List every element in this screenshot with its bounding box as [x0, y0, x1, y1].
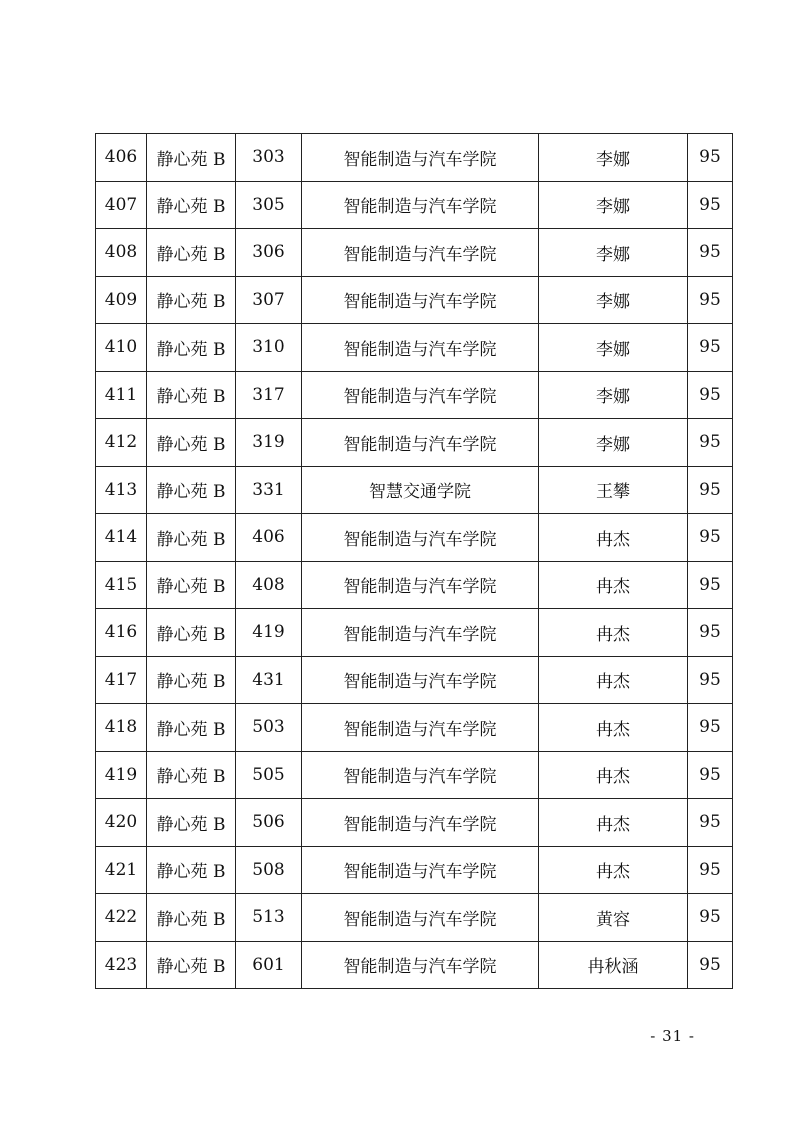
cell-building: 静心苑 B — [147, 371, 236, 419]
cell-score: 95 — [688, 846, 733, 894]
cell-counselor-name: 李娜 — [539, 229, 688, 277]
cell-score: 95 — [688, 276, 733, 324]
cell-building: 静心苑 B — [147, 941, 236, 989]
cell-college: 智能制造与汽车学院 — [302, 609, 539, 657]
cell-serial-number: 423 — [96, 941, 147, 989]
cell-college: 智能制造与汽车学院 — [302, 799, 539, 847]
table-row — [96, 134, 733, 182]
cell-room-number: 601 — [236, 941, 302, 989]
table-row — [96, 181, 733, 229]
cell-counselor-name: 冉秋涵 — [539, 941, 688, 989]
cell-building: 静心苑 B — [147, 751, 236, 799]
cell-room-number: 431 — [236, 656, 302, 704]
table-row — [96, 609, 733, 657]
cell-room-number: 408 — [236, 561, 302, 609]
cell-serial-number: 422 — [96, 894, 147, 942]
cell-counselor-name: 黄容 — [539, 894, 688, 942]
cell-college: 智能制造与汽车学院 — [302, 941, 539, 989]
cell-serial-number: 411 — [96, 371, 147, 419]
cell-score: 95 — [688, 751, 733, 799]
cell-counselor-name: 王攀 — [539, 466, 688, 514]
cell-college: 智能制造与汽车学院 — [302, 894, 539, 942]
cell-score: 95 — [688, 419, 733, 467]
table-row — [96, 371, 733, 419]
dormitory-score-table — [95, 133, 733, 989]
cell-room-number: 306 — [236, 229, 302, 277]
cell-score: 95 — [688, 514, 733, 562]
cell-score: 95 — [688, 134, 733, 182]
cell-building: 静心苑 B — [147, 846, 236, 894]
cell-college: 智能制造与汽车学院 — [302, 276, 539, 324]
cell-college: 智能制造与汽车学院 — [302, 656, 539, 704]
cell-room-number: 303 — [236, 134, 302, 182]
cell-counselor-name: 冉杰 — [539, 799, 688, 847]
table-row — [96, 751, 733, 799]
table-row — [96, 846, 733, 894]
page-number: - 31 - — [650, 1027, 695, 1045]
cell-room-number: 310 — [236, 324, 302, 372]
cell-building: 静心苑 B — [147, 609, 236, 657]
cell-serial-number: 412 — [96, 419, 147, 467]
table-body — [96, 134, 733, 989]
cell-room-number: 419 — [236, 609, 302, 657]
cell-room-number: 319 — [236, 419, 302, 467]
cell-counselor-name: 李娜 — [539, 181, 688, 229]
cell-room-number: 406 — [236, 514, 302, 562]
cell-score: 95 — [688, 371, 733, 419]
table-row — [96, 276, 733, 324]
cell-room-number: 331 — [236, 466, 302, 514]
cell-serial-number: 413 — [96, 466, 147, 514]
cell-building: 静心苑 B — [147, 561, 236, 609]
cell-college: 智慧交通学院 — [302, 466, 539, 514]
table-row — [96, 704, 733, 752]
cell-building: 静心苑 B — [147, 181, 236, 229]
cell-counselor-name: 冉杰 — [539, 704, 688, 752]
cell-room-number: 317 — [236, 371, 302, 419]
cell-serial-number: 421 — [96, 846, 147, 894]
cell-counselor-name: 李娜 — [539, 276, 688, 324]
cell-score: 95 — [688, 561, 733, 609]
cell-building: 静心苑 B — [147, 656, 236, 704]
cell-college: 智能制造与汽车学院 — [302, 134, 539, 182]
cell-counselor-name: 李娜 — [539, 324, 688, 372]
cell-counselor-name: 冉杰 — [539, 609, 688, 657]
cell-score: 95 — [688, 799, 733, 847]
cell-room-number: 508 — [236, 846, 302, 894]
cell-serial-number: 408 — [96, 229, 147, 277]
cell-counselor-name: 冉杰 — [539, 514, 688, 562]
table-row — [96, 941, 733, 989]
cell-college: 智能制造与汽车学院 — [302, 704, 539, 752]
cell-score: 95 — [688, 181, 733, 229]
table-row — [96, 229, 733, 277]
cell-score: 95 — [688, 704, 733, 752]
cell-serial-number: 419 — [96, 751, 147, 799]
cell-college: 智能制造与汽车学院 — [302, 324, 539, 372]
cell-room-number: 505 — [236, 751, 302, 799]
table-row — [96, 514, 733, 562]
cell-room-number: 513 — [236, 894, 302, 942]
cell-score: 95 — [688, 941, 733, 989]
cell-serial-number: 415 — [96, 561, 147, 609]
cell-college: 智能制造与汽车学院 — [302, 846, 539, 894]
cell-counselor-name: 冉杰 — [539, 846, 688, 894]
cell-room-number: 503 — [236, 704, 302, 752]
cell-room-number: 506 — [236, 799, 302, 847]
cell-score: 95 — [688, 894, 733, 942]
cell-college: 智能制造与汽车学院 — [302, 371, 539, 419]
cell-college: 智能制造与汽车学院 — [302, 181, 539, 229]
cell-building: 静心苑 B — [147, 894, 236, 942]
cell-building: 静心苑 B — [147, 134, 236, 182]
table-row — [96, 466, 733, 514]
cell-score: 95 — [688, 229, 733, 277]
cell-college: 智能制造与汽车学院 — [302, 514, 539, 562]
cell-counselor-name: 冉杰 — [539, 656, 688, 704]
cell-college: 智能制造与汽车学院 — [302, 751, 539, 799]
cell-building: 静心苑 B — [147, 514, 236, 562]
cell-serial-number: 418 — [96, 704, 147, 752]
cell-counselor-name: 李娜 — [539, 134, 688, 182]
cell-building: 静心苑 B — [147, 419, 236, 467]
cell-college: 智能制造与汽车学院 — [302, 561, 539, 609]
cell-college: 智能制造与汽车学院 — [302, 419, 539, 467]
cell-score: 95 — [688, 609, 733, 657]
cell-serial-number: 417 — [96, 656, 147, 704]
cell-room-number: 305 — [236, 181, 302, 229]
cell-score: 95 — [688, 656, 733, 704]
table-row — [96, 656, 733, 704]
table-row — [96, 894, 733, 942]
cell-building: 静心苑 B — [147, 324, 236, 372]
cell-room-number: 307 — [236, 276, 302, 324]
cell-serial-number: 416 — [96, 609, 147, 657]
cell-counselor-name: 冉杰 — [539, 751, 688, 799]
cell-building: 静心苑 B — [147, 704, 236, 752]
cell-building: 静心苑 B — [147, 799, 236, 847]
table-row — [96, 419, 733, 467]
cell-serial-number: 420 — [96, 799, 147, 847]
cell-serial-number: 410 — [96, 324, 147, 372]
cell-building: 静心苑 B — [147, 229, 236, 277]
table-row — [96, 799, 733, 847]
cell-counselor-name: 冉杰 — [539, 561, 688, 609]
cell-serial-number: 407 — [96, 181, 147, 229]
cell-serial-number: 414 — [96, 514, 147, 562]
cell-score: 95 — [688, 466, 733, 514]
cell-counselor-name: 李娜 — [539, 371, 688, 419]
cell-building: 静心苑 B — [147, 276, 236, 324]
cell-building: 静心苑 B — [147, 466, 236, 514]
cell-counselor-name: 李娜 — [539, 419, 688, 467]
cell-serial-number: 406 — [96, 134, 147, 182]
cell-score: 95 — [688, 324, 733, 372]
cell-college: 智能制造与汽车学院 — [302, 229, 539, 277]
table-row — [96, 324, 733, 372]
cell-serial-number: 409 — [96, 276, 147, 324]
table-row — [96, 561, 733, 609]
